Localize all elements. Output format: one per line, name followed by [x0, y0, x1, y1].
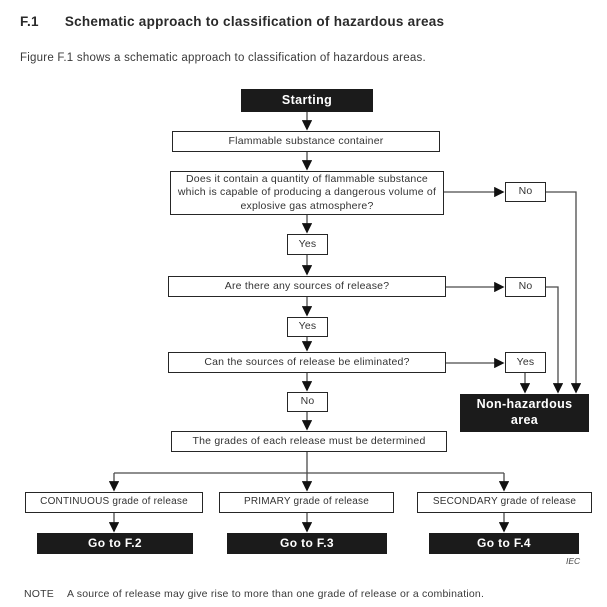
iec-credit: IEC	[566, 556, 581, 566]
intro-paragraph: Figure F.1 shows a schematic approach to classification of hazardous areas.	[20, 52, 426, 64]
note-label: NOTE	[24, 588, 55, 600]
node-goto-f2: Go to F.2	[37, 533, 193, 554]
node-goto-f4: Go to F.4	[429, 533, 579, 554]
node-sources-yes: Yes	[287, 317, 328, 337]
node-continuous-grade: CONTINUOUS grade of release	[25, 492, 203, 513]
node-quantity-no: No	[505, 182, 546, 202]
node-quantity-question: Does it contain a quantity of flammable substance which is capable of producing a dangerous volume of explosive gas atmosphere?	[170, 171, 444, 215]
node-sources-no: No	[505, 277, 546, 297]
figure-note	[24, 588, 484, 600]
node-eliminate-question: Can the sources of release be eliminated?	[168, 352, 446, 373]
node-flammable-substance-container: Flammable substance container	[172, 131, 440, 152]
node-primary-grade: PRIMARY grade of release	[219, 492, 394, 513]
node-secondary-grade: SECONDARY grade of release	[417, 492, 592, 513]
section-title: Schematic approach to classification of hazardous areas	[64, 14, 445, 29]
node-goto-f3: Go to F.3	[227, 533, 387, 554]
node-non-hazardous-area: Non-hazardous area	[460, 394, 589, 432]
node-eliminate-yes: Yes	[505, 352, 546, 373]
node-starting: Starting	[241, 89, 373, 112]
connector-no2-nonhazardous	[546, 287, 558, 392]
node-grades-determined: The grades of each release must be determined	[171, 431, 447, 452]
node-sources-question: Are there any sources of release?	[168, 276, 446, 297]
node-quantity-yes: Yes	[287, 234, 328, 255]
section-number: F.1	[20, 14, 39, 29]
connector-no1-nonhazardous	[546, 192, 576, 392]
node-eliminate-no: No	[287, 392, 328, 412]
connector-grades-branch	[114, 452, 504, 473]
note-text: A source of release may give rise to more than one grade of release or a combination.	[67, 588, 485, 600]
